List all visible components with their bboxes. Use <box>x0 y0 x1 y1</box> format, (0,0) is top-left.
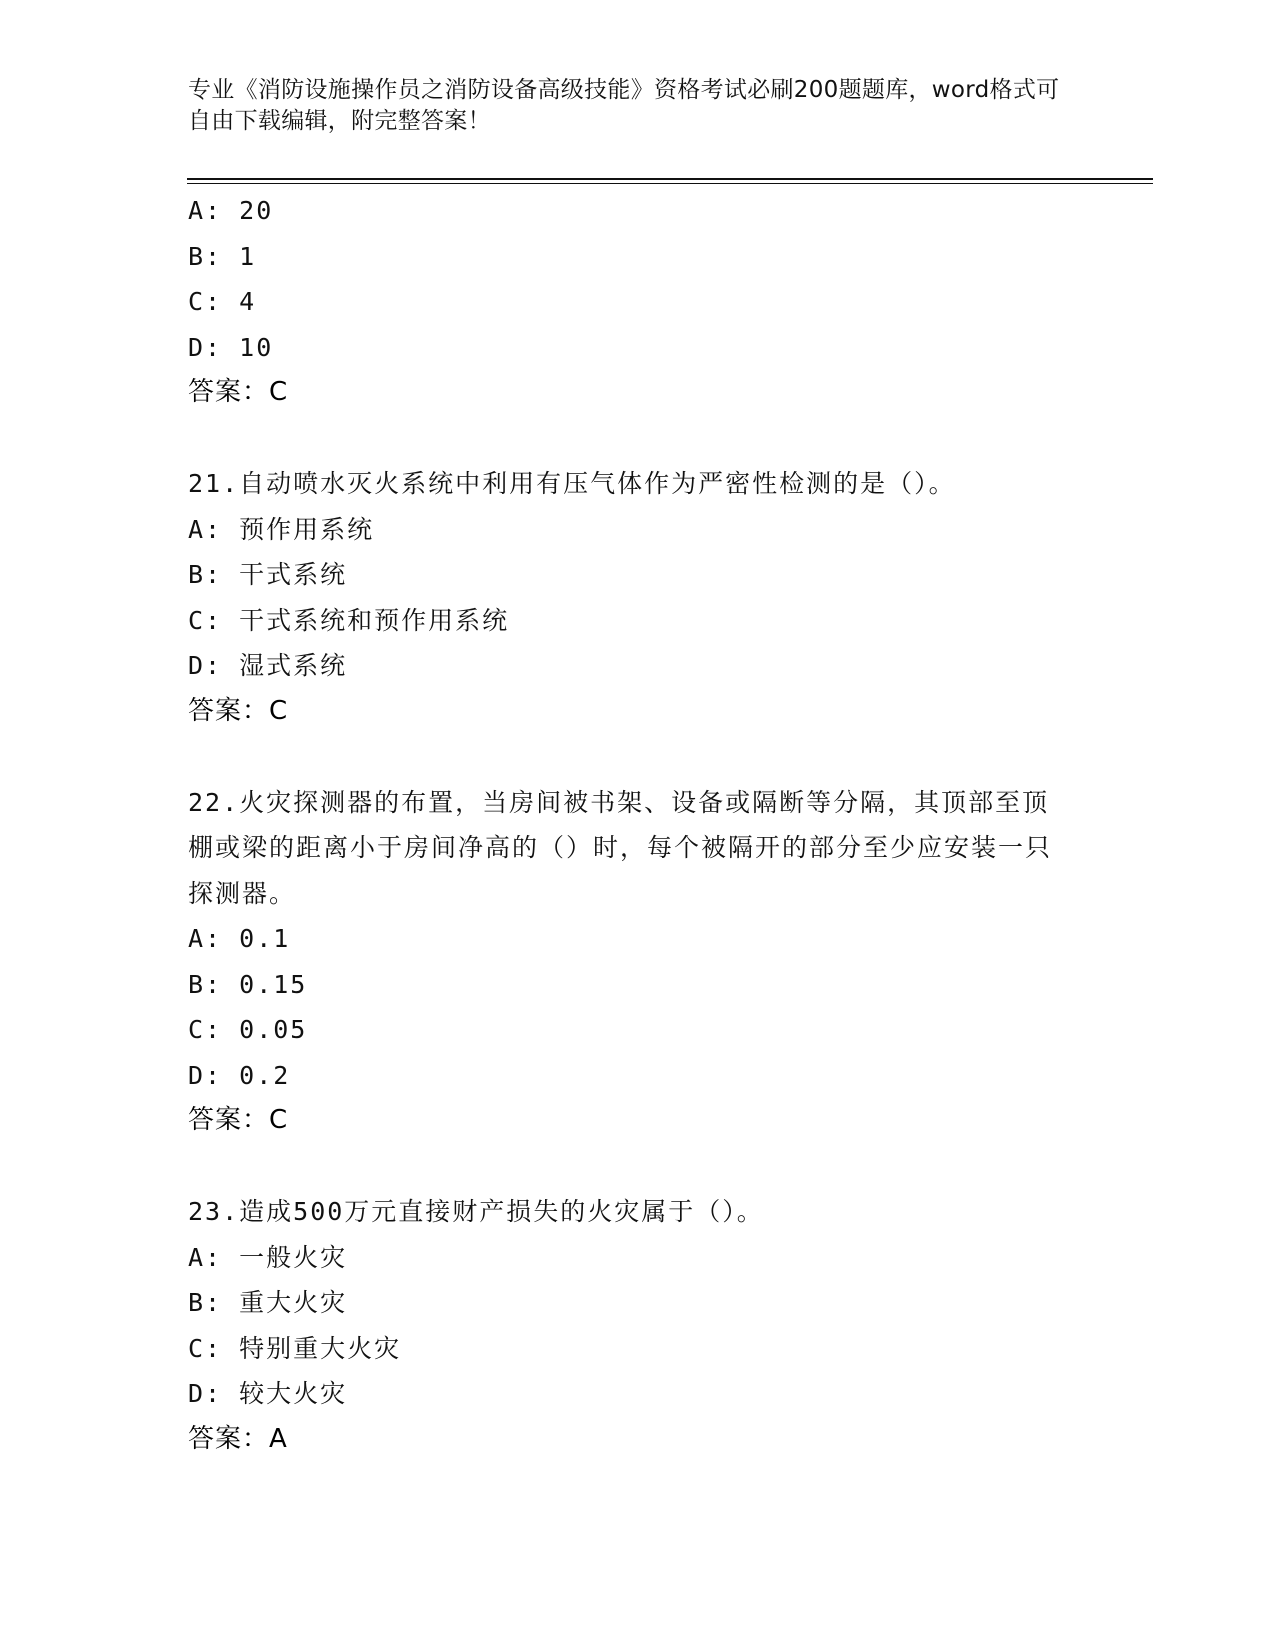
option-a: A: 20 <box>188 196 274 225</box>
option-d: D: 0.2 <box>188 1060 291 1090</box>
question-block-22 <box>188 780 1068 1144</box>
question-spacer <box>188 1144 1068 1190</box>
answer-line: 答案：C <box>188 695 289 726</box>
option-a: A: 一般火灾 <box>188 1242 348 1272</box>
option-b: B: 重大火灾 <box>188 1288 348 1317</box>
option-b: B: 1 <box>188 241 257 271</box>
question-block-21 <box>188 461 1068 734</box>
option-b: B: 0.15 <box>188 969 308 999</box>
document-header-title: 专业《消防设施操作员之消防设备高级技能》资格考试必刷200题题库，word格式可自由下载编辑，附完整答案！ <box>188 77 1060 134</box>
question-stem: 22.火灾探测器的布置，当房间被书架、设备或隔断等分隔，其顶部至顶棚或梁的距离小于房间净高的（）时，每个被隔开的部分至少应安装一只探测器。 <box>188 787 1053 908</box>
option-a: A: 预作用系统 <box>188 514 375 544</box>
question-list <box>188 188 1068 1462</box>
question-spacer <box>188 416 1068 462</box>
question-stem: 21.自动喷水灭火系统中利用有压气体作为严密性检测的是（）。 <box>188 469 956 498</box>
answer-line: 答案：C <box>188 1105 289 1135</box>
option-d: D: 10 <box>188 332 274 362</box>
option-d: D: 较大火灾 <box>188 1379 348 1408</box>
option-d: D: 湿式系统 <box>188 651 348 680</box>
option-a: A: 0.1 <box>188 924 291 953</box>
question-spacer <box>188 734 1068 780</box>
answer-line: 答案：C <box>188 377 289 407</box>
option-c: C: 干式系统和预作用系统 <box>188 605 510 635</box>
header-divider-thick <box>187 178 1153 180</box>
answer-line: 答案：A <box>188 1423 288 1454</box>
option-c: C: 0.05 <box>188 1015 308 1044</box>
option-b: B: 干式系统 <box>188 560 348 589</box>
header-divider-thin <box>187 183 1153 184</box>
question-stem: 23.造成500万元直接财产损失的火灾属于（）。 <box>188 1197 764 1226</box>
option-c: C: 4 <box>188 287 257 316</box>
option-c: C: 特别重大火灾 <box>188 1333 402 1363</box>
question-block-20 <box>188 188 1068 416</box>
question-block-23 <box>188 1189 1068 1462</box>
